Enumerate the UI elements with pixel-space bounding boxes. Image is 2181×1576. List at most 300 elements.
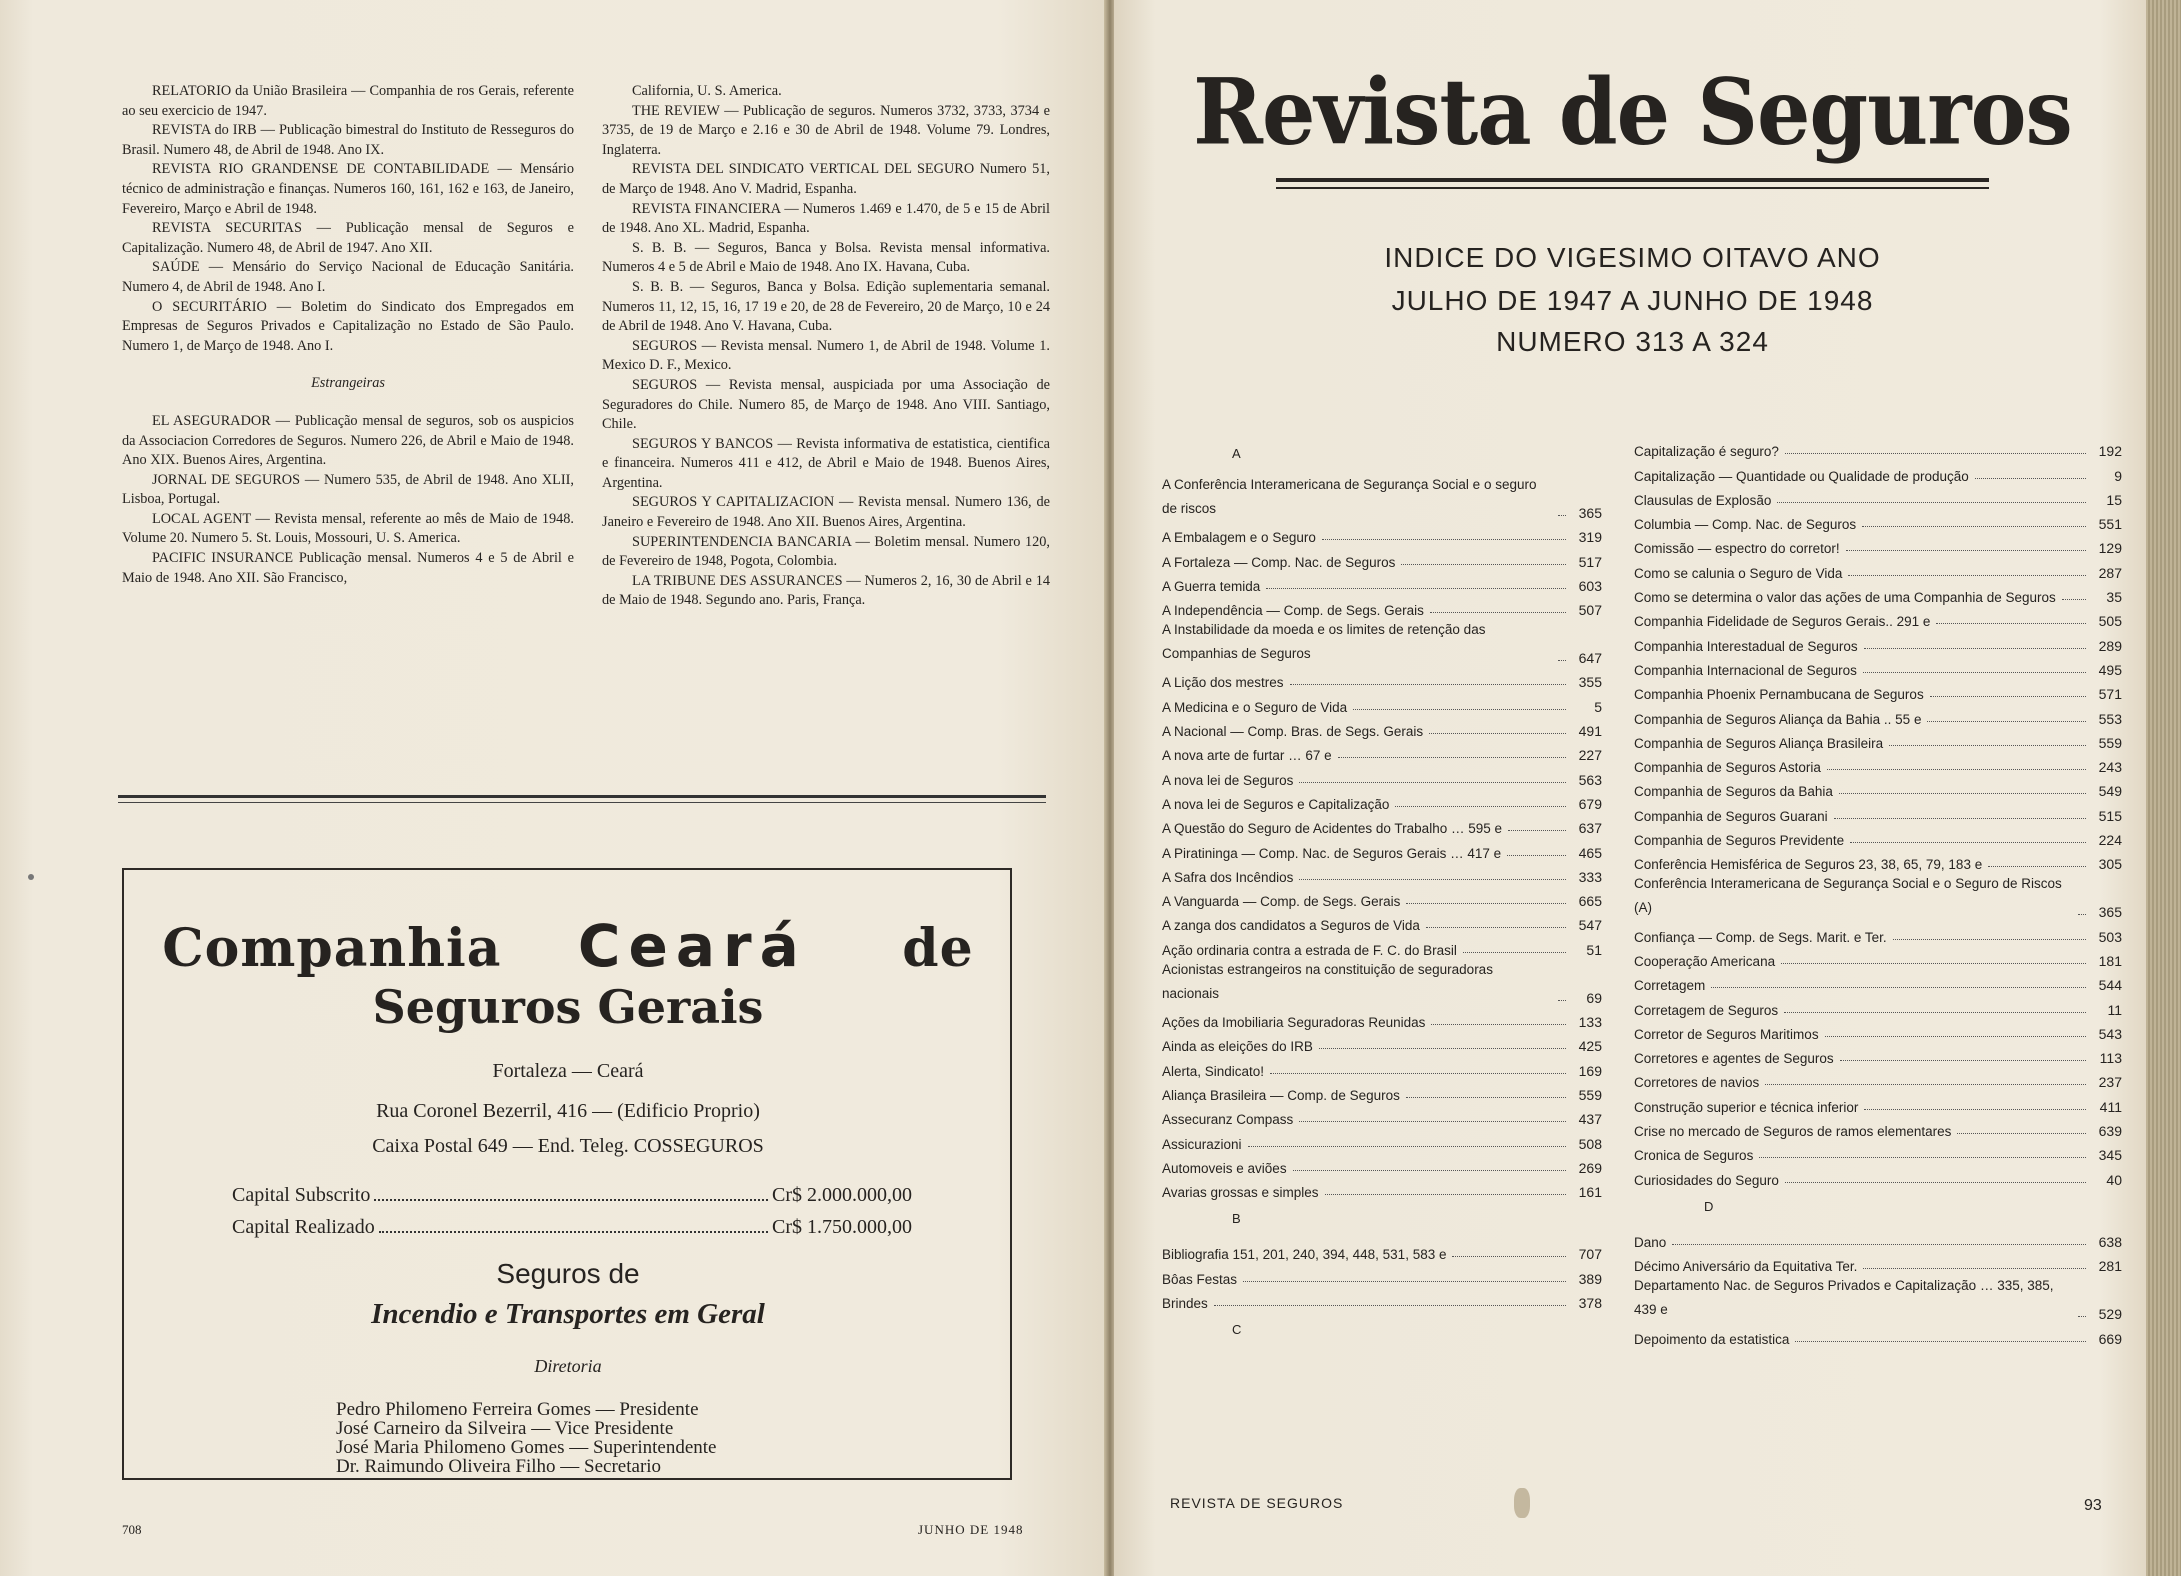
index-entry-title: Clausulas de Explosão bbox=[1634, 492, 1772, 508]
leader-dots bbox=[1930, 696, 2086, 697]
leader-dots bbox=[1827, 769, 2086, 770]
index-entry bbox=[1162, 1054, 1602, 1078]
index-entry-page: 243 bbox=[2098, 759, 2122, 776]
ad-diretoria: Diretoria bbox=[534, 1356, 602, 1376]
index-entry-title: Confiança — Comp. de Segs. Marit. e Ter. bbox=[1634, 929, 1887, 945]
leader-dots bbox=[1401, 564, 1566, 565]
ad-postal: Caixa Postal 649 — End. Teleg. COSSEGUROS bbox=[372, 1135, 764, 1157]
index-entry-page: 9 bbox=[2114, 467, 2122, 484]
index-entry bbox=[1162, 521, 1602, 545]
index-entry bbox=[1162, 788, 1602, 812]
bibliography-entry: O SECURITÁRIO — Boletim do Sindicato dos Empregados em Empresas de Seguros Privados e Capitalização no Estado de São Paulo. Numero 1, de Março de 1948. Ano I. bbox=[122, 298, 574, 354]
index-letter-heading: A bbox=[1232, 446, 1241, 461]
index-entry bbox=[1634, 1018, 2122, 1042]
masthead-rule bbox=[1276, 178, 1989, 182]
leader-dots bbox=[1299, 1121, 1566, 1122]
bibliography-entry: REVISTA FINANCIERA — Numeros 1.469 e 1.470, de 5 e 15 de Abril de 1948. Ano XL. Madrid, Espanha. bbox=[602, 200, 1050, 237]
index-entry bbox=[1634, 1090, 2122, 1114]
index-entry-title: A Guerra temida bbox=[1162, 578, 1261, 594]
right-footer-title: REVISTA DE SEGUROS bbox=[1170, 1495, 1344, 1511]
index-entry-page: 465 bbox=[1578, 844, 1602, 861]
bibliography-entry: SEGUROS Y CAPITALIZACION — Revista mensal. Numero 136, de Janeiro e Fevereiro de 1948. Ano XII. Buenos Aires, Argentina. bbox=[602, 494, 1050, 531]
index-entry bbox=[1634, 1274, 2122, 1322]
index-entry-page: 425 bbox=[1578, 1038, 1602, 1055]
index-entry-page: 679 bbox=[1578, 795, 1602, 812]
index-entry-title: Cronica de Seguros bbox=[1634, 1148, 1754, 1164]
left-column-2 bbox=[602, 82, 1050, 611]
index-entry-page: 237 bbox=[2098, 1074, 2122, 1091]
index-entry-page: 503 bbox=[2098, 928, 2122, 945]
index-entry bbox=[1634, 629, 2122, 653]
leader-dots bbox=[1864, 648, 2086, 649]
index-entry bbox=[1634, 920, 2122, 944]
index-entry-title: Conferência Hemisférica de Seguros 23, 38, 65, 79, 183 e bbox=[1634, 857, 1983, 873]
index-entry-title: Assicurazioni bbox=[1162, 1136, 1242, 1152]
index-entry-title: A Nacional — Comp. Bras. de Segs. Gerais bbox=[1162, 724, 1424, 740]
divider-rule-thin bbox=[118, 802, 1046, 803]
index-entry-title: A Questão do Seguro de Acidentes do Trabalho … 595 e bbox=[1162, 821, 1502, 837]
index-entry-title: A Safra dos Incêndios bbox=[1162, 869, 1294, 885]
index-entry-title: Companhia Phoenix Pernambucana de Seguros bbox=[1634, 687, 1924, 703]
index-entry-title: Alerta, Sindicato! bbox=[1162, 1063, 1265, 1079]
index-entry-page: 161 bbox=[1578, 1184, 1602, 1201]
ad-title-companhia: Companhia bbox=[162, 918, 502, 979]
index-entry-title: Construção superior e técnica inferior bbox=[1634, 1099, 1859, 1115]
bibliography-entry: SAÚDE — Mensário do Serviço Nacional de Educação Sanitária. Numero 4, de Abril de 1948. Ano I. bbox=[122, 259, 574, 295]
index-entry-page: 169 bbox=[1578, 1062, 1602, 1079]
index-entry-title: Cooperação Americana bbox=[1634, 953, 1776, 969]
leader-dots bbox=[1507, 855, 1566, 856]
index-entry-title: Corretagem bbox=[1634, 978, 1706, 994]
index-entry-page: 437 bbox=[1578, 1111, 1602, 1128]
leader-dots bbox=[1672, 1244, 2086, 1245]
leader-dots bbox=[1863, 672, 2086, 673]
leader-dots bbox=[1508, 830, 1566, 831]
leader-dots bbox=[1406, 903, 1566, 904]
index-entry bbox=[1162, 933, 1602, 957]
leader-dots bbox=[1777, 502, 2086, 503]
leader-dots bbox=[2062, 599, 2086, 600]
index-entry bbox=[1634, 605, 2122, 629]
index-entry-title: Crise no mercado de Seguros de ramos elementares bbox=[1634, 1124, 1952, 1140]
index-entry bbox=[1634, 969, 2122, 993]
index-entry-title: Dano bbox=[1634, 1234, 1667, 1250]
index-entry-page: 224 bbox=[2098, 832, 2122, 849]
index-entry-page: 227 bbox=[1578, 747, 1602, 764]
index-entry bbox=[1634, 532, 2122, 556]
leader-dots bbox=[1795, 1341, 2086, 1342]
index-entry-title: Capitalização é seguro? bbox=[1634, 444, 1779, 460]
index-entry-page: 553 bbox=[2098, 710, 2122, 727]
leader-dots bbox=[1850, 842, 2086, 843]
index-entry bbox=[1634, 1066, 2122, 1090]
leader-dots bbox=[374, 1184, 768, 1201]
director-line: Pedro Philomeno Ferreira Gomes — Presidente bbox=[336, 1399, 699, 1420]
index-entry bbox=[1634, 1322, 2122, 1346]
index-entry-title: Décimo Aniversário da Equitativa Ter. bbox=[1634, 1259, 1858, 1275]
index-entry-title: Companhia de Seguros da Bahia bbox=[1634, 784, 1833, 800]
index-entry bbox=[1634, 775, 2122, 799]
index-entry-page: 669 bbox=[2098, 1330, 2122, 1347]
bibliography-entry: LOCAL AGENT — Revista mensal, referente ao mês de Maio de 1948. Volume 20. Numero 5. St. Louis, Mossouri, U. S. America. bbox=[122, 510, 574, 547]
right-page bbox=[1114, 0, 2151, 1576]
left-column-1 bbox=[122, 82, 574, 588]
leader-dots bbox=[1290, 684, 1566, 685]
index-entry-page: 638 bbox=[2098, 1233, 2122, 1250]
index-entry-title: Ainda as eleições do IRB bbox=[1162, 1039, 1313, 1055]
leader-dots bbox=[1988, 866, 2086, 867]
index-entry bbox=[1162, 570, 1602, 594]
masthead: Revista de Seguros bbox=[1193, 58, 2072, 165]
director-line: Dr. Raimundo Oliveira Filho — Secretario bbox=[336, 1456, 662, 1477]
index-entry bbox=[1634, 1115, 2122, 1139]
leader-dots bbox=[1711, 987, 2086, 988]
index-entry-page: 389 bbox=[1578, 1270, 1602, 1287]
index-entry-title: Bibliografia 151, 201, 240, 394, 448, 531, 583 e bbox=[1162, 1247, 1447, 1263]
index-entry-title: Companhia de Seguros Previdente bbox=[1634, 833, 1845, 849]
ad-address: Rua Coronel Bezerril, 416 — (Edificio Proprio) bbox=[376, 1100, 760, 1122]
index-entry-title: Avarias grossas e simples bbox=[1162, 1185, 1319, 1201]
index-entry-title: A Vanguarda — Comp. de Segs. Gerais bbox=[1162, 894, 1401, 910]
left-page-number: 708 bbox=[122, 1522, 142, 1537]
leader-dots bbox=[1266, 588, 1566, 589]
index-column-right bbox=[1634, 435, 2122, 1347]
leader-dots bbox=[1270, 1073, 1566, 1074]
leader-dots bbox=[1759, 1157, 2086, 1158]
left-footer-date: JUNHO DE 1948 bbox=[918, 1522, 1024, 1537]
bibliography-entry: REVISTA SECURITAS — Publicação mensal de Seguros e Capitalização. Numero 48, de Abril de 1947. Ano XII. bbox=[122, 220, 574, 256]
index-entry-page: 665 bbox=[1578, 893, 1602, 910]
index-entry-page: 51 bbox=[1586, 941, 1602, 958]
leader-dots bbox=[1429, 733, 1566, 734]
leader-dots bbox=[1893, 939, 2086, 940]
index-entry-page: 549 bbox=[2098, 783, 2122, 800]
leader-dots bbox=[1463, 952, 1566, 953]
index-entry-page: 365 bbox=[1578, 505, 1602, 521]
index-entry-title: Comissão — espectro do corretor! bbox=[1634, 541, 1840, 557]
index-entry bbox=[1634, 727, 2122, 751]
leader-dots bbox=[1558, 660, 1566, 661]
index-entry bbox=[1162, 763, 1602, 787]
leader-dots bbox=[1862, 526, 2086, 527]
index-letter-heading: C bbox=[1232, 1322, 1242, 1338]
leader-dots bbox=[1781, 963, 2086, 964]
bibliography-entry: JORNAL DE SEGUROS — Numero 535, de Abril de 1948. Ano XLII, Lisboa, Portugal. bbox=[122, 471, 574, 508]
leader-dots bbox=[1452, 1256, 1566, 1257]
index-entry-page: 378 bbox=[1578, 1295, 1602, 1312]
index-entry bbox=[1634, 435, 2122, 459]
index-entry-title: Conferência Interamericana de Segurança Social e o Seguro de Riscos (A) bbox=[1634, 876, 2062, 916]
index-issues: NUMERO 313 A 324 bbox=[1496, 326, 1769, 357]
leader-dots bbox=[1353, 709, 1566, 710]
index-entry bbox=[1634, 484, 2122, 508]
index-entry bbox=[1634, 848, 2122, 872]
leader-dots bbox=[379, 1216, 768, 1233]
index-entry bbox=[1162, 739, 1602, 763]
index-entry bbox=[1162, 909, 1602, 933]
index-entry-page: 543 bbox=[2098, 1025, 2122, 1042]
index-column-left bbox=[1162, 435, 1602, 1349]
index-entry bbox=[1634, 799, 2122, 823]
leader-dots bbox=[1243, 1281, 1566, 1282]
index-entry-page: 113 bbox=[2099, 1050, 2122, 1067]
index-entry bbox=[1162, 1103, 1602, 1127]
index-entry bbox=[1162, 618, 1602, 666]
leader-dots bbox=[2078, 1316, 2086, 1317]
index-entry-page: 333 bbox=[1578, 868, 1602, 885]
index-entry bbox=[1162, 958, 1602, 1006]
index-entry-title: Como se calunia o Seguro de Vida bbox=[1634, 565, 1843, 581]
index-entry-page: 491 bbox=[1578, 723, 1602, 740]
index-entry bbox=[1162, 666, 1602, 690]
director-line: José Maria Philomeno Gomes — Superintendente bbox=[336, 1437, 717, 1458]
leader-dots bbox=[1839, 793, 2086, 794]
index-entry-page: 287 bbox=[2098, 564, 2122, 581]
index-entry bbox=[1634, 654, 2122, 678]
index-entry-title: A Lição dos mestres bbox=[1162, 675, 1284, 691]
index-entry-title: Bôas Festas bbox=[1162, 1271, 1238, 1287]
index-entry-title: A Independência — Comp. de Segs. Gerais bbox=[1162, 603, 1424, 619]
index-entry bbox=[1634, 702, 2122, 726]
index-entry-title: A Fortaleza — Comp. Nac. de Seguros bbox=[1162, 554, 1396, 570]
leader-dots bbox=[1426, 927, 1566, 928]
index-entry-page: 269 bbox=[1578, 1159, 1602, 1176]
index-entry-title: Acionistas estrangeiros na constituição de seguradoras nacionais bbox=[1162, 961, 1493, 1001]
index-entry bbox=[1634, 993, 2122, 1017]
leader-dots bbox=[1299, 782, 1566, 783]
index-entry bbox=[1162, 885, 1602, 909]
director-line: José Carneiro da Silveira — Vice Presidente bbox=[336, 1418, 674, 1439]
leader-dots bbox=[1785, 453, 2086, 454]
index-entry-title: Curiosidades do Seguro bbox=[1634, 1172, 1779, 1188]
index-entry-title: Companhia de Seguros Aliança da Bahia .. 55 e bbox=[1634, 711, 1922, 727]
index-entry-page: 305 bbox=[2098, 856, 2122, 873]
leader-dots bbox=[1325, 1194, 1566, 1195]
leader-dots bbox=[1558, 515, 1566, 516]
index-entry-title: Aliança Brasileira — Comp. de Seguros bbox=[1162, 1087, 1400, 1103]
index-entry bbox=[1634, 508, 2122, 532]
leader-dots bbox=[1864, 1109, 2086, 1110]
index-entry-page: 69 bbox=[1586, 989, 1602, 1006]
index-period: JULHO DE 1947 A JUNHO DE 1948 bbox=[1391, 285, 1874, 316]
leader-dots bbox=[1846, 550, 2086, 551]
index-entry-title: A nova lei de Seguros e Capitalização bbox=[1162, 796, 1390, 812]
index-entry-page: 411 bbox=[2099, 1098, 2122, 1115]
bibliography-entry: SEGUROS Y BANCOS — Revista informativa de estatistica, cientifica e financeira. Numeros 411 e 412, de Abril e Maio de 1948. Buenos Aires, Argentina. bbox=[602, 435, 1050, 491]
index-entry bbox=[1634, 751, 2122, 775]
leader-dots bbox=[1395, 806, 1566, 807]
bibliography-entry: REVISTA DEL SINDICATO VERTICAL DEL SEGURO Numero 51, de Março de 1948. Ano V. Madrid, Espanha. bbox=[602, 161, 1050, 197]
leader-dots bbox=[1406, 1097, 1566, 1098]
index-entry-page: 129 bbox=[2098, 540, 2122, 557]
index-entry bbox=[1162, 1287, 1602, 1311]
leader-dots bbox=[1322, 539, 1566, 540]
leader-dots bbox=[1338, 757, 1566, 758]
index-entry-page: 515 bbox=[2098, 807, 2122, 824]
index-entry-title: Departamento Nac. de Seguros Privados e Capitalização … 335, 385, 439 e bbox=[1634, 1278, 2054, 1318]
index-title: INDICE DO VIGESIMO OITAVO ANO bbox=[1384, 242, 1881, 273]
index-entry bbox=[1634, 678, 2122, 702]
index-entry bbox=[1162, 1079, 1602, 1103]
index-letter-heading: D bbox=[1704, 1198, 1714, 1214]
index-entry-title: Capitalização — Quantidade ou Qualidade de produção bbox=[1634, 468, 1969, 484]
index-entry-title: Ação ordinaria contra a estrada de F. C. do Brasil bbox=[1162, 942, 1457, 958]
right-page-number: 93 bbox=[2084, 1497, 2102, 1514]
index-entry-page: 281 bbox=[2098, 1258, 2122, 1275]
index-entry-title: Corretor de Seguros Maritimos bbox=[1634, 1026, 1819, 1042]
index-entry-page: 639 bbox=[2098, 1123, 2122, 1140]
index-entry-page: 133 bbox=[1578, 1014, 1602, 1031]
index-entry bbox=[1162, 836, 1602, 860]
index-entry-page: 181 bbox=[2098, 952, 2122, 969]
leader-dots bbox=[1765, 1084, 2086, 1085]
bibliography-entry: REVISTA RIO GRANDENSE DE CONTABILIDADE — Mensário técnico de administração e finanças. Numeros 160, 161, 162 e 163, de Janeiro, Fevereiro, Março e Abril de 1948. bbox=[122, 161, 574, 217]
bibliography-entry: SUPERINTENDENCIA BANCARIA — Boletim mensal. Numero 120, de Fevereiro de 1948, Pogota, Colombia. bbox=[602, 533, 1050, 570]
capital-subscrito-value: Cr$ 2.000.000,00 bbox=[772, 1184, 912, 1206]
leader-dots bbox=[1936, 623, 2086, 624]
index-entry-title: Brindes bbox=[1162, 1296, 1208, 1312]
index-entry bbox=[1162, 1127, 1602, 1151]
leader-dots bbox=[1299, 879, 1566, 880]
leader-dots bbox=[1840, 1060, 2086, 1061]
leader-dots bbox=[1785, 1182, 2086, 1183]
index-entry bbox=[1162, 1006, 1602, 1030]
index-entry-page: 603 bbox=[1578, 577, 1602, 594]
bibliography-entry: SEGUROS — Revista mensal. Numero 1, de Abril de 1948. Volume 1. Mexico D. F., Mexico. bbox=[602, 337, 1050, 374]
index-entry bbox=[1634, 459, 2122, 483]
advertisement-box bbox=[122, 868, 1012, 1480]
leader-dots bbox=[1975, 478, 2086, 479]
leader-dots bbox=[1848, 575, 2086, 576]
index-entry bbox=[1162, 690, 1602, 714]
capital-subscrito-label: Capital Subscrito bbox=[232, 1184, 371, 1206]
index-entry-title: Columbia — Comp. Nac. de Seguros bbox=[1634, 517, 1857, 533]
index-entry-page: 345 bbox=[2098, 1147, 2122, 1164]
index-entry bbox=[1162, 715, 1602, 739]
masthead-rule-thin bbox=[1276, 187, 1989, 189]
index-letter-heading: B bbox=[1232, 1211, 1241, 1227]
bibliography-entry: California, U. S. America. bbox=[632, 83, 782, 99]
index-entry-title: Companhia Fidelidade de Seguros Gerais.. 291 e bbox=[1634, 614, 1931, 630]
leader-dots bbox=[1431, 1024, 1566, 1025]
leader-dots bbox=[1319, 1048, 1566, 1049]
leader-dots bbox=[1558, 1000, 1566, 1001]
index-entry bbox=[1162, 1030, 1602, 1054]
index-entry bbox=[1634, 556, 2122, 580]
ad-capital-subscrito bbox=[232, 1184, 912, 1207]
page-edges bbox=[2146, 0, 2181, 1576]
index-entry-page: 495 bbox=[2098, 661, 2122, 678]
leader-dots bbox=[1834, 818, 2086, 819]
index-entry-title: A nova lei de Seguros bbox=[1162, 772, 1294, 788]
index-entry-title: A Conferência Interamericana de Segurança Social e o seguro de riscos bbox=[1162, 477, 1537, 516]
ad-title-de: de bbox=[902, 918, 974, 979]
index-entry-page: 289 bbox=[2098, 637, 2122, 654]
index-entry-page: 551 bbox=[2098, 516, 2122, 533]
index-entry-page: 355 bbox=[1578, 674, 1602, 691]
bibliography-entry: REVISTA do IRB — Publicação bimestral do Instituto de Resseguros do Brasil. Numero 48, de Abril de 1948. Ano IX. bbox=[122, 122, 574, 158]
index-entry bbox=[1162, 1238, 1602, 1262]
leader-dots bbox=[1293, 1170, 1566, 1171]
index-entry-page: 15 bbox=[2106, 491, 2122, 508]
index-entry-page: 547 bbox=[1578, 917, 1602, 934]
paper-spot bbox=[28, 874, 34, 880]
divider-rule bbox=[118, 795, 1046, 798]
leader-dots bbox=[1248, 1146, 1566, 1147]
index-entry-page: 637 bbox=[1578, 820, 1602, 837]
index-entry-title: Automoveis e aviões bbox=[1162, 1160, 1287, 1176]
index-entry-title: Companhia de Seguros Guarani bbox=[1634, 808, 1828, 824]
ad-directors bbox=[336, 1400, 716, 1476]
index-entry bbox=[1162, 1176, 1602, 1200]
index-entry-title: Companhia Interestadual de Seguros bbox=[1634, 638, 1858, 654]
index-entry-page: 35 bbox=[2106, 589, 2122, 606]
paper-stain bbox=[1514, 1488, 1530, 1518]
leader-dots bbox=[1863, 1268, 2086, 1269]
index-entry-page: 192 bbox=[2098, 443, 2122, 460]
index-entry-page: 319 bbox=[1578, 529, 1602, 546]
leader-dots bbox=[1957, 1133, 2086, 1134]
index-entry bbox=[1162, 473, 1602, 521]
index-entry-page: 563 bbox=[1578, 771, 1602, 788]
index-entry-title: Corretores e agentes de Seguros bbox=[1634, 1051, 1834, 1067]
index-entry-page: 507 bbox=[1578, 602, 1602, 619]
leader-dots bbox=[1214, 1305, 1566, 1306]
index-entry-title: A Piratininga — Comp. Nac. de Seguros Gerais … 417 e bbox=[1162, 845, 1502, 861]
index-entry-page: 571 bbox=[2098, 686, 2122, 703]
index-entry-title: A Embalagem e o Seguro bbox=[1162, 530, 1316, 546]
index-entry-title: Corretores de navios bbox=[1634, 1075, 1760, 1091]
index-entry-page: 544 bbox=[2098, 977, 2122, 994]
leader-dots bbox=[1784, 1012, 2086, 1013]
index-entry bbox=[1162, 594, 1602, 618]
ad-title-ceara: Ceará bbox=[577, 912, 807, 980]
index-entry bbox=[1162, 812, 1602, 836]
index-entry-page: 11 bbox=[2107, 1001, 2122, 1018]
index-entry-page: 559 bbox=[1578, 1086, 1602, 1103]
leader-dots bbox=[1825, 1036, 2086, 1037]
index-entry-title: Ações da Imobiliaria Seguradoras Reunidas bbox=[1162, 1015, 1426, 1031]
index-entry bbox=[1162, 545, 1602, 569]
bibliography-entry: S. B. B. — Seguros, Banca y Bolsa. Edição suplementaria semanal. Numeros 11, 12, 15, 16, 17 19 e 20, de 28 de Fevereiro, 20 de Março, 10 e 24 de Abril de 1948. Ano V. Havana, Cuba. bbox=[602, 278, 1050, 335]
bibliography-entry: PACIFIC INSURANCE Publicação mensal. Numeros 4 e 5 de Abril e Maio de 1948. Ano XII. São Francisco, bbox=[122, 550, 574, 586]
index-entry bbox=[1634, 824, 2122, 848]
bibliography-entry: SEGUROS — Revista mensal, auspiciada por uma Associação de Seguradores do Chile. Numero 85, de Março de 1948. Ano VIII. Santiago, Chile. bbox=[602, 376, 1050, 433]
index-entry bbox=[1634, 1139, 2122, 1163]
index-entry-page: 40 bbox=[2106, 1171, 2122, 1188]
bibliography-entry: RELATORIO da União Brasileira — Companhia de ros Gerais, referente ao seu exercicio de 1947. bbox=[122, 83, 574, 119]
index-entry bbox=[1634, 1226, 2122, 1250]
index-entry bbox=[1634, 581, 2122, 605]
index-entry-title: Depoimento da estatistica bbox=[1634, 1331, 1790, 1347]
index-entry bbox=[1162, 1262, 1602, 1286]
ad-incendio: Incendio e Transportes em Geral bbox=[371, 1298, 765, 1330]
leader-dots bbox=[1927, 721, 2086, 722]
index-entry-title: A Medicina e o Seguro de Vida bbox=[1162, 699, 1348, 715]
index-entry-title: Como se determina o valor das ações de uma Companhia de Seguros bbox=[1634, 590, 2056, 606]
index-entry-title: Companhia de Seguros Astoria bbox=[1634, 760, 1821, 776]
index-entry-title: A nova arte de furtar … 67 e bbox=[1162, 748, 1332, 764]
index-entry bbox=[1634, 872, 2122, 920]
ad-seguros-de: Seguros de bbox=[496, 1258, 640, 1289]
index-entry-title: Corretagem de Seguros bbox=[1634, 1002, 1779, 1018]
section-header-estrangeiras: Estrangeiras bbox=[311, 375, 385, 392]
index-entry-page: 508 bbox=[1578, 1135, 1602, 1152]
index-entry-title: Companhia Internacional de Seguros bbox=[1634, 662, 1857, 678]
index-entry bbox=[1634, 1163, 2122, 1187]
ad-title-seguros-gerais: Seguros Gerais bbox=[372, 980, 764, 1034]
bibliography-entry: S. B. B. — Seguros, Banca y Bolsa. Revista mensal informativa. Numeros 4 e 5 de Abril e Maio de 1948. Ano IX. Havana, Cuba. bbox=[602, 239, 1050, 276]
